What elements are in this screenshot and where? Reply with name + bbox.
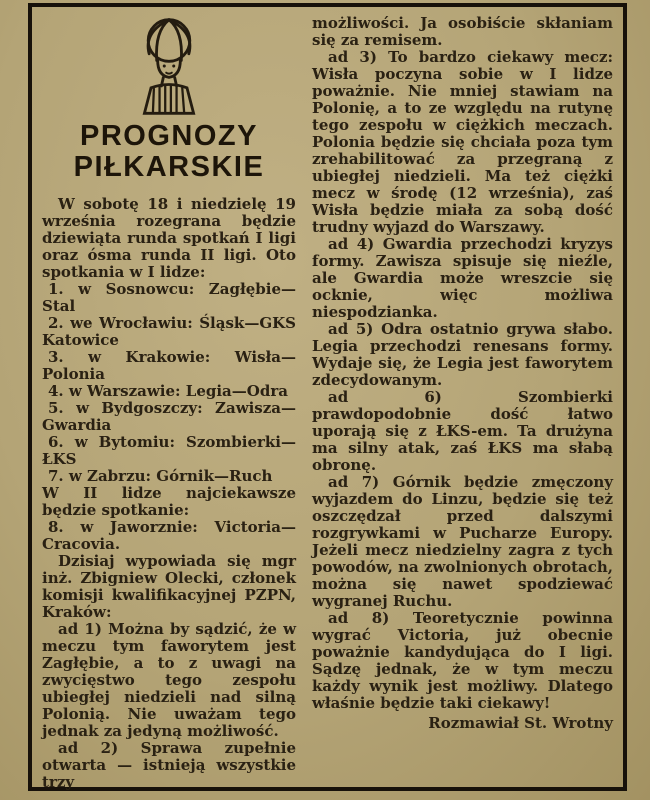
article-columns <box>42 14 613 791</box>
byline: Rozmawiał St. Wrotny <box>428 714 613 732</box>
article-paragraph: ad 3) To bardzo ciekawy mecz: Wisła poczyna sobie w I lidze poważnie. Nie mniej stawiam na Polonię, a to ze względu na rutynę tego zespołu w ciężkich meczach. Polonia będzie się chciała poza tym zrehabilitować za przegraną z ubiegłej niedzieli. Ma też ciężki mecz w środę (12 września), zaś Wisła będzie miała za sobą dość trudny wyjazd do Warszawy. <box>312 48 613 236</box>
article-title <box>42 121 296 184</box>
article-frame <box>28 3 627 791</box>
footballer-illustration-graphic <box>121 15 217 119</box>
article-paragraph: W sobotę 18 i niedzielę 19 września rozegrana będzie dziewiąta runda spotkań I ligi oraz ósma runda II ligi. Oto spotkania w I lidze: <box>42 194 296 281</box>
article-paragraph: ad 7) Górnik będzie zmęczony wyjazdem do Linzu, będzie się też oszczędzał przed dalszymi rozgrywkami w Pucharze Europy. Jeżeli mecz niedzielny zagra z tych powodów, na zwolnionych obrotach, można się nawet spodziewać wygranej Ruchu. <box>312 473 613 610</box>
match-list-item: 7. w Zabrzu: Górnik—Ruch <box>48 466 273 485</box>
right-column-text <box>312 15 613 732</box>
article-paragraph: możliwości. Ja osobiście skłaniam się za remisem. <box>312 14 613 49</box>
match-list-item: 3. w Krakowie: Wisła—Polonia <box>42 347 296 383</box>
article-paragraph: W II lidze najciekawsze będzie spotkanie: <box>42 483 296 519</box>
article-paragraph: ad 5) Odra ostatnio grywa słabo. Legia przechodzi renesans formy. Wydaje się, że Legia jest faworytem zdecydowanym. <box>312 320 613 389</box>
article-paragraph: ad 6) Szombierki prawdopodobnie dość łatwo uporają się z ŁKS-em. Ta drużyna ma silny atak, zaś ŁKS ma słabą obronę. <box>312 388 613 474</box>
match-list-item: 8. w Jaworznie: Victoria—Cracovia. <box>42 517 296 553</box>
footballer-heading-ball-illustration <box>42 15 296 119</box>
article-paragraph: ad 1) Można by sądzić, że w meczu tym faworytem jest Zagłębie, a to z uwagi na zwycięstwo tego zespołu ubiegłej niedzieli nad silną Polonią. Nie uważam tego jednak za jedyną możliwość. <box>42 619 296 740</box>
right-column <box>312 15 613 781</box>
match-list-item: 5. w Bydgoszczy: Zawisza—Gwardia <box>42 398 296 434</box>
article-paragraph: ad 2) Sprawa zupełnie otwarta — istnieją wszystkie trzy <box>42 738 296 791</box>
left-column-text <box>42 196 296 791</box>
match-list-item: 1. w Sosnowcu: Zagłębie—Stal <box>42 279 296 315</box>
article-paragraph: ad 4) Gwardia przechodzi kryzys formy. Zawisza spisuje się nieźle, ale Gwardia może wreszcie się ocknie, więc możliwa niespodzianka. <box>312 235 613 321</box>
article-paragraph: Dzisiaj wypowiada się mgr inż. Zbigniew Olecki, członek komisji kwalifikacyjnej PZPN, Kraków: <box>42 551 296 621</box>
article-paragraph: ad 8) Teoretycznie powinna wygrać Victoria, już obecnie poważnie kandydująca do I ligi. Sądzę jednak, że w tym meczu każdy wynik jest możliwy. Dlatego właśnie będzie taki ciekawy! <box>312 609 613 712</box>
article-title-line2: PIŁKARSKIE <box>73 151 265 184</box>
match-list-item: 4. w Warszawie: Legia—Odra <box>48 381 288 400</box>
left-column <box>42 15 296 791</box>
match-list-item: 6. w Bytomiu: Szombierki—ŁKS <box>42 432 296 468</box>
match-list-item: 2. we Wrocławiu: Śląsk—GKS Katowice <box>42 313 296 349</box>
article-title-line1: PROGNOZY <box>80 120 258 152</box>
